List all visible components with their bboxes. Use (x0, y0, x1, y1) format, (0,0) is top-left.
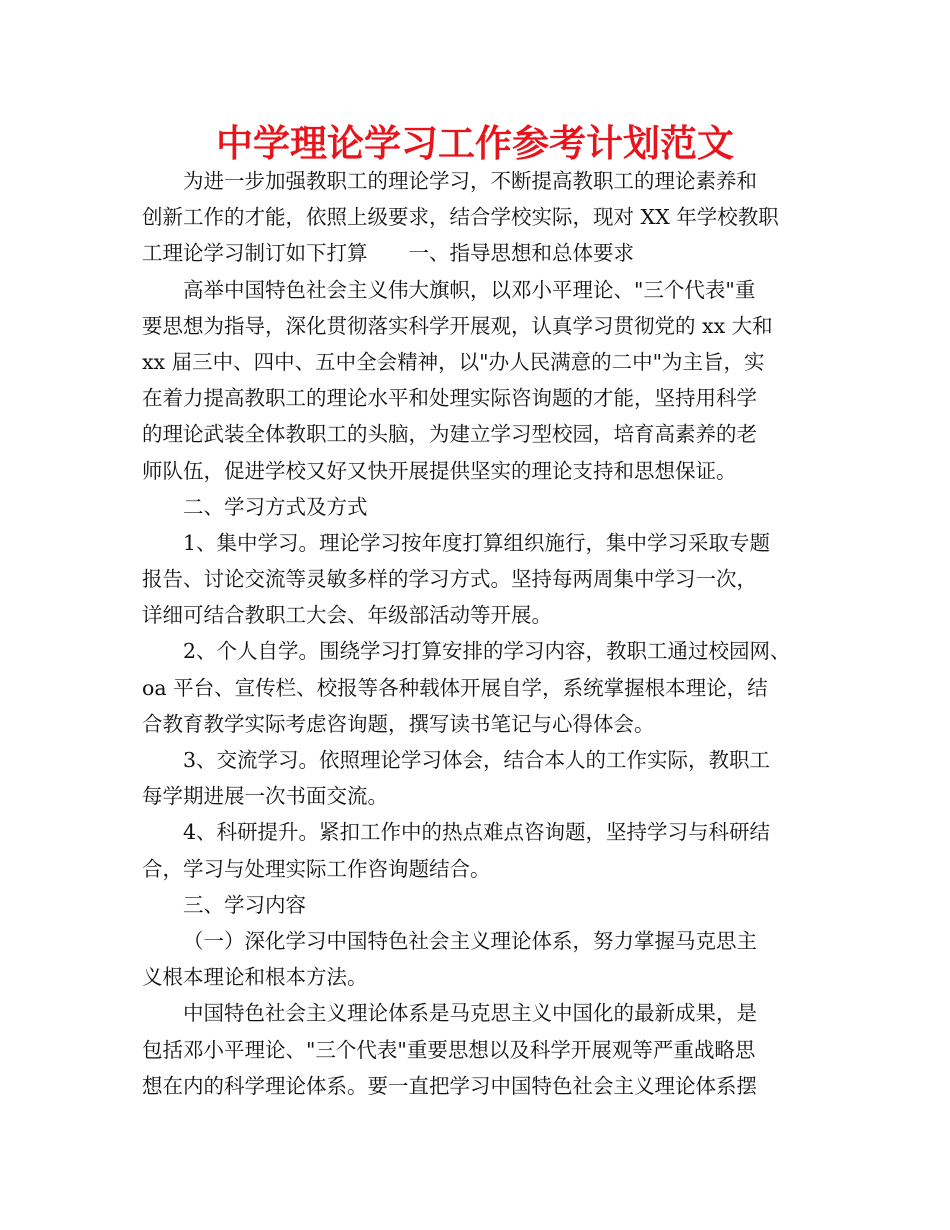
paragraph-line: 为进一步加强教职工的理论学习，不断提高教职工的理论素养和 (183, 169, 757, 193)
paragraph-line: 的理论武装全体教职工的头脑，为建立学习型校园，培育高素养的老 (142, 422, 757, 447)
paragraph-line: 详细可结合教职工大会、年级部活动等开展。 (142, 603, 552, 628)
paragraph-line: 2、个人自学。围绕学习打算安排的学习内容，教职工通过校园网、 (183, 639, 791, 664)
paragraph-line: 合，学习与处理实际工作咨询题结合。 (142, 856, 491, 881)
document-title: 中学理论学习工作参考计划范文 (216, 122, 734, 165)
document-body (142, 163, 822, 1104)
paragraph-line: 要思想为指导，深化贯彻落实科学开展观，认真学习贯彻党的 xx 大和 (142, 313, 773, 338)
paragraph-line: 师队伍，促进学校又好又快开展提供坚实的理论支持和思想保证。 (142, 458, 737, 483)
paragraph-line: xx 届三中、四中、五中全会精神，以"办人民满意的二中"为主旨，实 (142, 349, 765, 374)
paragraph-line: 义根本理论和根本方法。 (142, 965, 368, 990)
paragraph-line: 工理论学习制订如下打算 一、指导思想和总体要求 (142, 241, 634, 266)
section-heading: 三、学习内容 (183, 892, 306, 917)
section-heading: 二、学习方式及方式 (183, 494, 368, 519)
paragraph-line: 高举中国特色社会主义伟大旗帜，以邓小平理论、"三个代表"重 (183, 277, 756, 302)
paragraph-line: （一）深化学习中国特色社会主义理论体系，努力掌握马克思主 (183, 928, 757, 953)
paragraph-line: 中国特色社会主义理论体系是马克思主义中国化的最新成果，是 (183, 1001, 757, 1026)
paragraph-line: 4、科研提升。紧扣工作中的热点难点咨询题，坚持学习与科研结 (183, 820, 771, 845)
paragraph-line: 合教育教学实际考虑咨询题，撰写读书笔记与心得体会。 (142, 711, 655, 736)
paragraph-line: 报告、讨论交流等灵敏多样的学习方式。坚持每两周集中学习一次， (142, 567, 757, 592)
paragraph-line: 在着力提高教职工的理论水平和处理实际咨询题的才能，坚持用科学 (142, 386, 757, 411)
paragraph-line: 3、交流学习。依照理论学习体会，结合本人的工作实际，教职工 (183, 748, 771, 772)
paragraph-line: 每学期进展一次书面交流。 (142, 784, 388, 809)
paragraph-line: oa 平台、宣传栏、校报等各种载体开展自学，系统掌握根本理论，结 (142, 675, 768, 700)
paragraph-line: 1、集中学习。理论学习按年度打算组织施行，集中学习采取专题 (183, 530, 771, 555)
paragraph-line: 想在内的科学理论体系。要一直把学习中国特色社会主义理论体系摆 (142, 1073, 757, 1098)
paragraph-line: 包括邓小平理论、"三个代表"重要思想以及科学开展观等严重战略思 (142, 1037, 756, 1062)
paragraph-line: 创新工作的才能，依照上级要求，结合学校实际，现对 XX 年学校教职 (142, 205, 779, 230)
